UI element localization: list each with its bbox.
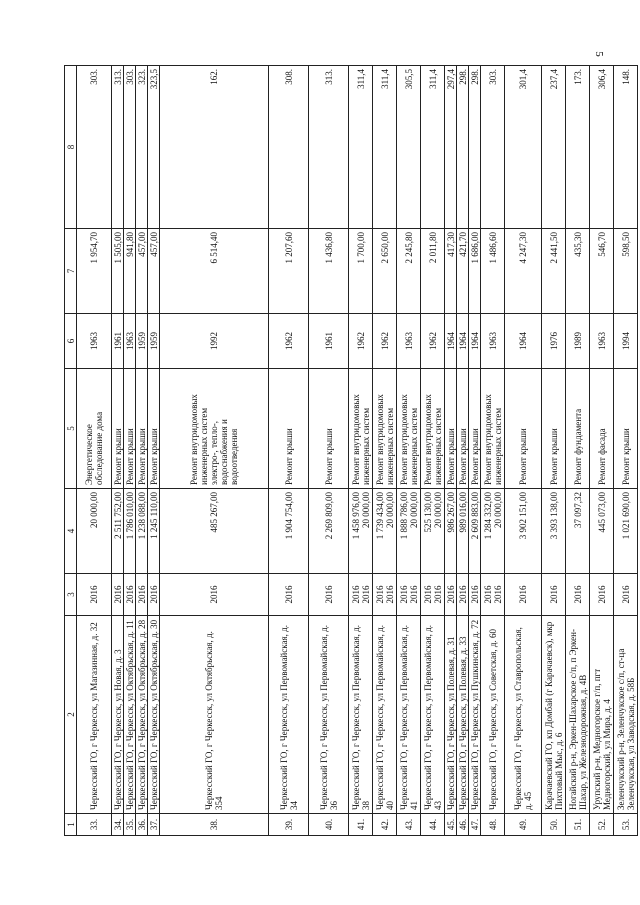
cell-rate: 303. bbox=[124, 66, 136, 229]
cell-row-number: 46. bbox=[457, 814, 469, 836]
table-row bbox=[269, 66, 309, 836]
cell-cost: 3 393 138,00 bbox=[542, 489, 566, 574]
document-sheet bbox=[64, 66, 636, 836]
cell-built-year: 1962 bbox=[269, 314, 309, 369]
cell-row-number: 36. bbox=[136, 814, 148, 836]
cell-built-year: 1994 bbox=[614, 314, 638, 369]
cell-work-type: Ремонт крыши bbox=[445, 369, 457, 489]
cell-rate: 323. bbox=[136, 66, 148, 229]
cell-work-type: Ремонт крыши bbox=[136, 369, 148, 489]
cell-year: 2016 2016 bbox=[349, 574, 373, 616]
table-row bbox=[457, 66, 469, 836]
cell-year: 2016 bbox=[269, 574, 309, 616]
cell-cost: 485 267,00 bbox=[160, 489, 269, 574]
cell-year: 2016 bbox=[457, 574, 469, 616]
cell-cost: 2 609 883,00 bbox=[469, 489, 481, 574]
cell-rate: 297,4 bbox=[445, 66, 457, 229]
cell-cost: 2 269 809,00 bbox=[309, 489, 349, 574]
cell-built-year: 1964 bbox=[469, 314, 481, 369]
cell-built-year: 1963 bbox=[124, 314, 136, 369]
cell-year: 2016 bbox=[112, 574, 124, 616]
cell-work-type: Ремонт крыши bbox=[309, 369, 349, 489]
cell-area: 2 441,50 bbox=[542, 229, 566, 314]
cell-rate: 311,4 bbox=[349, 66, 373, 229]
cell-cost: 1 021 690,00 bbox=[614, 489, 638, 574]
cell-area: 6 514,40 bbox=[160, 229, 269, 314]
cell-rate: 313. bbox=[309, 66, 349, 229]
cell-cost: 1 284 332,00 20 000,00 bbox=[481, 489, 505, 574]
cell-cost: 1 739 434,00 20 000,00 bbox=[373, 489, 397, 574]
cell-work-type: Ремонт крыши bbox=[542, 369, 566, 489]
cell-year: 2016 bbox=[566, 574, 590, 616]
cell-area: 457,00 bbox=[148, 229, 160, 314]
cell-work-type: Ремонт фасада bbox=[590, 369, 614, 489]
header-cell-1: 1 bbox=[65, 814, 77, 836]
cell-year: 2016 bbox=[590, 574, 614, 616]
table-row bbox=[160, 66, 269, 836]
cell-work-type: Ремонт крыши bbox=[505, 369, 542, 489]
cell-year: 2016 2016 bbox=[397, 574, 421, 616]
cell-cost: 1 238 088,00 bbox=[136, 489, 148, 574]
cell-address: Черкесский ГО, г Черкесск, ул Полевая, д. 33 bbox=[457, 616, 469, 814]
cell-row-number: 44. bbox=[421, 814, 445, 836]
cell-rate: 298. bbox=[457, 66, 469, 229]
cell-area: 2 650,00 bbox=[373, 229, 397, 314]
cell-work-type: Ремонт фундамента bbox=[566, 369, 590, 489]
cell-row-number: 41. bbox=[349, 814, 373, 836]
cell-row-number: 48. bbox=[481, 814, 505, 836]
cell-rate: 306,4 bbox=[590, 66, 614, 229]
header-cell-5: 5 bbox=[65, 369, 77, 489]
cell-area: 2 245,80 bbox=[397, 229, 421, 314]
cell-area: 421,70 bbox=[457, 229, 469, 314]
cell-cost: 20 000,00 bbox=[77, 489, 112, 574]
cell-year: 2016 bbox=[77, 574, 112, 616]
cell-rate: 148. bbox=[614, 66, 638, 229]
table-row bbox=[481, 66, 505, 836]
table-row bbox=[421, 66, 445, 836]
cell-work-type: Ремонт крыши bbox=[614, 369, 638, 489]
cell-address: Карачаевский ГО, кп Домбай (г Карачаевск), мкр Пихтовый Мыс, д. 6 bbox=[542, 616, 566, 814]
cell-row-number: 40. bbox=[309, 814, 349, 836]
cell-address: Черкесский ГО, г Черкесск, ул Советская, д. 60 bbox=[481, 616, 505, 814]
cell-area: 1 700,00 bbox=[349, 229, 373, 314]
cell-address: Зеленчукский р-н, Зеленчукское с/п, ст-ца Зеленчукская, ул Заводская, д. 58Б bbox=[614, 616, 638, 814]
cell-built-year: 1962 bbox=[421, 314, 445, 369]
cell-row-number: 49. bbox=[505, 814, 542, 836]
cell-row-number: 34. bbox=[112, 814, 124, 836]
cell-rate: 323,5 bbox=[148, 66, 160, 229]
cell-row-number: 50. bbox=[542, 814, 566, 836]
cell-built-year: 1962 bbox=[349, 314, 373, 369]
cell-work-type: Ремонт внутридомовых инженерных систем bbox=[349, 369, 373, 489]
cell-year: 2016 bbox=[136, 574, 148, 616]
cell-year: 2016 2016 bbox=[373, 574, 397, 616]
cell-address: Черкесский ГО, г Черкесск, ул Пушкинская, д. 72 bbox=[469, 616, 481, 814]
header-cell-7: 7 bbox=[65, 229, 77, 314]
cell-rate: 313. bbox=[112, 66, 124, 229]
cell-year: 2016 bbox=[160, 574, 269, 616]
table-row bbox=[373, 66, 397, 836]
page-number: 5 bbox=[592, 51, 605, 57]
table-row bbox=[124, 66, 136, 836]
cell-cost: 525 130,00 20 000,00 bbox=[421, 489, 445, 574]
cell-row-number: 47. bbox=[469, 814, 481, 836]
header-cell-8: 8 bbox=[65, 66, 77, 229]
cell-work-type: Энергетическое обследование дома bbox=[77, 369, 112, 489]
cell-cost: 986 267,00 bbox=[445, 489, 457, 574]
cell-area: 1 505,00 bbox=[112, 229, 124, 314]
cell-cost: 2 511 752,00 bbox=[112, 489, 124, 574]
table-row bbox=[542, 66, 566, 836]
table-row bbox=[566, 66, 590, 836]
cell-work-type: Ремонт внутридомовых инженерных систем bbox=[421, 369, 445, 489]
cell-work-type: Ремонт внутридомовых инженерных систем bbox=[397, 369, 421, 489]
cell-row-number: 51. bbox=[566, 814, 590, 836]
table-row bbox=[590, 66, 614, 836]
cell-built-year: 1964 bbox=[445, 314, 457, 369]
cell-row-number: 45. bbox=[445, 814, 457, 836]
cell-built-year: 1964 bbox=[505, 314, 542, 369]
cell-year: 2016 bbox=[124, 574, 136, 616]
cell-cost: 445 073,00 bbox=[590, 489, 614, 574]
cell-cost: 989 016,00 bbox=[457, 489, 469, 574]
cell-year: 2016 2016 bbox=[421, 574, 445, 616]
cell-rate: 303. bbox=[77, 66, 112, 229]
cell-row-number: 53. bbox=[614, 814, 638, 836]
cell-address: Черкесский ГО, г Черкесск, ул Октябрьская, д. 30 bbox=[148, 616, 160, 814]
cell-built-year: 1976 bbox=[542, 314, 566, 369]
cell-row-number: 39. bbox=[269, 814, 309, 836]
cell-address: Черкесский ГО, г Черкесск, ул Ставропольская, д. 45 bbox=[505, 616, 542, 814]
cell-row-number: 33. bbox=[77, 814, 112, 836]
cell-rate: 311,4 bbox=[373, 66, 397, 229]
cell-area: 546,70 bbox=[590, 229, 614, 314]
cell-built-year: 1989 bbox=[566, 314, 590, 369]
cell-built-year: 1963 bbox=[397, 314, 421, 369]
cell-rate: 301,4 bbox=[505, 66, 542, 229]
cell-row-number: 52. bbox=[590, 814, 614, 836]
cell-rate: 305,5 bbox=[397, 66, 421, 229]
cell-address: Ногайский р-н, Эркен-Шахарское с/п, п Эркен-Шахар, ул Железнодорожная, д. 4В bbox=[566, 616, 590, 814]
cell-rate: 311,4 bbox=[421, 66, 445, 229]
cell-rate: 237,4 bbox=[542, 66, 566, 229]
cell-area: 598,50 bbox=[614, 229, 638, 314]
cell-work-type: Ремонт внутридомовых инженерных систем bbox=[481, 369, 505, 489]
cell-year: 2016 bbox=[445, 574, 457, 616]
cell-rate: 308. bbox=[269, 66, 309, 229]
cell-work-type: Ремонт крыши bbox=[269, 369, 309, 489]
header-cell-3: 3 bbox=[65, 574, 77, 616]
cell-built-year: 1963 bbox=[481, 314, 505, 369]
cell-address: Черкесский ГО, г Черкесск, ул Первомайская, д. 38 bbox=[349, 616, 373, 814]
cell-work-type: Ремонт внутридомовых инженерных систем электро-, тепло-, водоснабжения и водоотведения bbox=[160, 369, 269, 489]
cell-address: Урупский р-н, Медногорское г/п, пгт Медногорский, ул Мира, д. 4 bbox=[590, 616, 614, 814]
cell-area: 1 954,70 bbox=[77, 229, 112, 314]
repair-program-table bbox=[64, 65, 638, 836]
cell-row-number: 35. bbox=[124, 814, 136, 836]
cell-work-type: Ремонт крыши bbox=[124, 369, 136, 489]
table-row bbox=[77, 66, 112, 836]
cell-row-number: 37. bbox=[148, 814, 160, 836]
cell-area: 1 486,60 bbox=[481, 229, 505, 314]
cell-row-number: 43. bbox=[397, 814, 421, 836]
cell-area: 1 436,80 bbox=[309, 229, 349, 314]
cell-area: 4 247,30 bbox=[505, 229, 542, 314]
table-row bbox=[136, 66, 148, 836]
cell-built-year: 1961 bbox=[309, 314, 349, 369]
table-row bbox=[505, 66, 542, 836]
cell-built-year: 1964 bbox=[457, 314, 469, 369]
cell-address: Черкесский ГО, г Черкесск, ул Октябрьская, д. 28 bbox=[136, 616, 148, 814]
table-row bbox=[397, 66, 421, 836]
cell-work-type: Ремонт крыши bbox=[469, 369, 481, 489]
cell-area: 457,00 bbox=[136, 229, 148, 314]
header-row bbox=[65, 66, 77, 836]
cell-year: 2016 bbox=[505, 574, 542, 616]
cell-built-year: 1962 bbox=[373, 314, 397, 369]
cell-area: 941,80 bbox=[124, 229, 136, 314]
cell-cost: 1 458 976,00 20 000,00 bbox=[349, 489, 373, 574]
cell-row-number: 42. bbox=[373, 814, 397, 836]
cell-cost: 3 902 151,00 bbox=[505, 489, 542, 574]
cell-cost: 37 097,32 bbox=[566, 489, 590, 574]
cell-built-year: 1959 bbox=[136, 314, 148, 369]
cell-work-type: Ремонт внутридомовых инженерных систем bbox=[373, 369, 397, 489]
cell-year: 2016 bbox=[469, 574, 481, 616]
cell-work-type: Ремонт крыши bbox=[112, 369, 124, 489]
table-row bbox=[469, 66, 481, 836]
cell-area: 435,30 bbox=[566, 229, 590, 314]
cell-year: 2016 bbox=[309, 574, 349, 616]
cell-cost: 1 786 010,00 bbox=[124, 489, 136, 574]
cell-rate: 162. bbox=[160, 66, 269, 229]
cell-built-year: 1963 bbox=[77, 314, 112, 369]
table-row bbox=[445, 66, 457, 836]
header-cell-4: 4 bbox=[65, 489, 77, 574]
table-row bbox=[148, 66, 160, 836]
cell-work-type: Ремонт крыши bbox=[457, 369, 469, 489]
table-row bbox=[614, 66, 638, 836]
cell-rate: 298. bbox=[469, 66, 481, 229]
cell-address: Черкесский ГО, г Черкесск, ул Полевая, д. 31 bbox=[445, 616, 457, 814]
cell-cost: 1 904 754,00 bbox=[269, 489, 309, 574]
cell-area: 1 207,60 bbox=[269, 229, 309, 314]
header-cell-6: 6 bbox=[65, 314, 77, 369]
cell-cost: 1 245 110,00 bbox=[148, 489, 160, 574]
cell-address: Черкесский ГО, г Черкесск, ул Первомайская, д. 40 bbox=[373, 616, 397, 814]
cell-address: Черкесский ГО, г Черкесск, ул Октябрьская, д. 11 bbox=[124, 616, 136, 814]
cell-year: 2016 bbox=[148, 574, 160, 616]
cell-address: Черкесский ГО, г Черкесск, ул Новая, д. 3 bbox=[112, 616, 124, 814]
cell-area: 417,30 bbox=[445, 229, 457, 314]
cell-address: Черкесский ГО, г Черкесск, ул Первомайская, д. 36 bbox=[309, 616, 349, 814]
cell-rate: 173. bbox=[566, 66, 590, 229]
cell-year: 2016 2016 bbox=[481, 574, 505, 616]
table-body bbox=[65, 66, 638, 836]
table-row bbox=[112, 66, 124, 836]
cell-area: 2 011,80 bbox=[421, 229, 445, 314]
cell-year: 2016 bbox=[614, 574, 638, 616]
cell-built-year: 1959 bbox=[148, 314, 160, 369]
cell-address: Черкесский ГО, г Черкесск, ул Магазинная, д. 32 bbox=[77, 616, 112, 814]
header-cell-2: 2 bbox=[65, 616, 77, 814]
cell-address: Черкесский ГО, г Черкесск, ул Первомайская, д. 43 bbox=[421, 616, 445, 814]
cell-built-year: 1963 bbox=[590, 314, 614, 369]
cell-year: 2016 bbox=[542, 574, 566, 616]
cell-built-year: 1992 bbox=[160, 314, 269, 369]
cell-address: Черкесский ГО, г Черкесск, ул Первомайская, д. 41 bbox=[397, 616, 421, 814]
cell-cost: 1 888 786,00 20 000,00 bbox=[397, 489, 421, 574]
cell-work-type: Ремонт крыши bbox=[148, 369, 160, 489]
cell-address: Черкесский ГО, г Черкесск, ул Октябрьская, д. 354 bbox=[160, 616, 269, 814]
cell-area: 1 686,00 bbox=[469, 229, 481, 314]
table-row bbox=[309, 66, 349, 836]
cell-address: Черкесский ГО, г Черкесск, ул Первомайская, д. 34 bbox=[269, 616, 309, 814]
cell-rate: 303. bbox=[481, 66, 505, 229]
cell-built-year: 1961 bbox=[112, 314, 124, 369]
table-row bbox=[349, 66, 373, 836]
cell-row-number: 38. bbox=[160, 814, 269, 836]
rotated-table-wrapper bbox=[64, 66, 636, 836]
